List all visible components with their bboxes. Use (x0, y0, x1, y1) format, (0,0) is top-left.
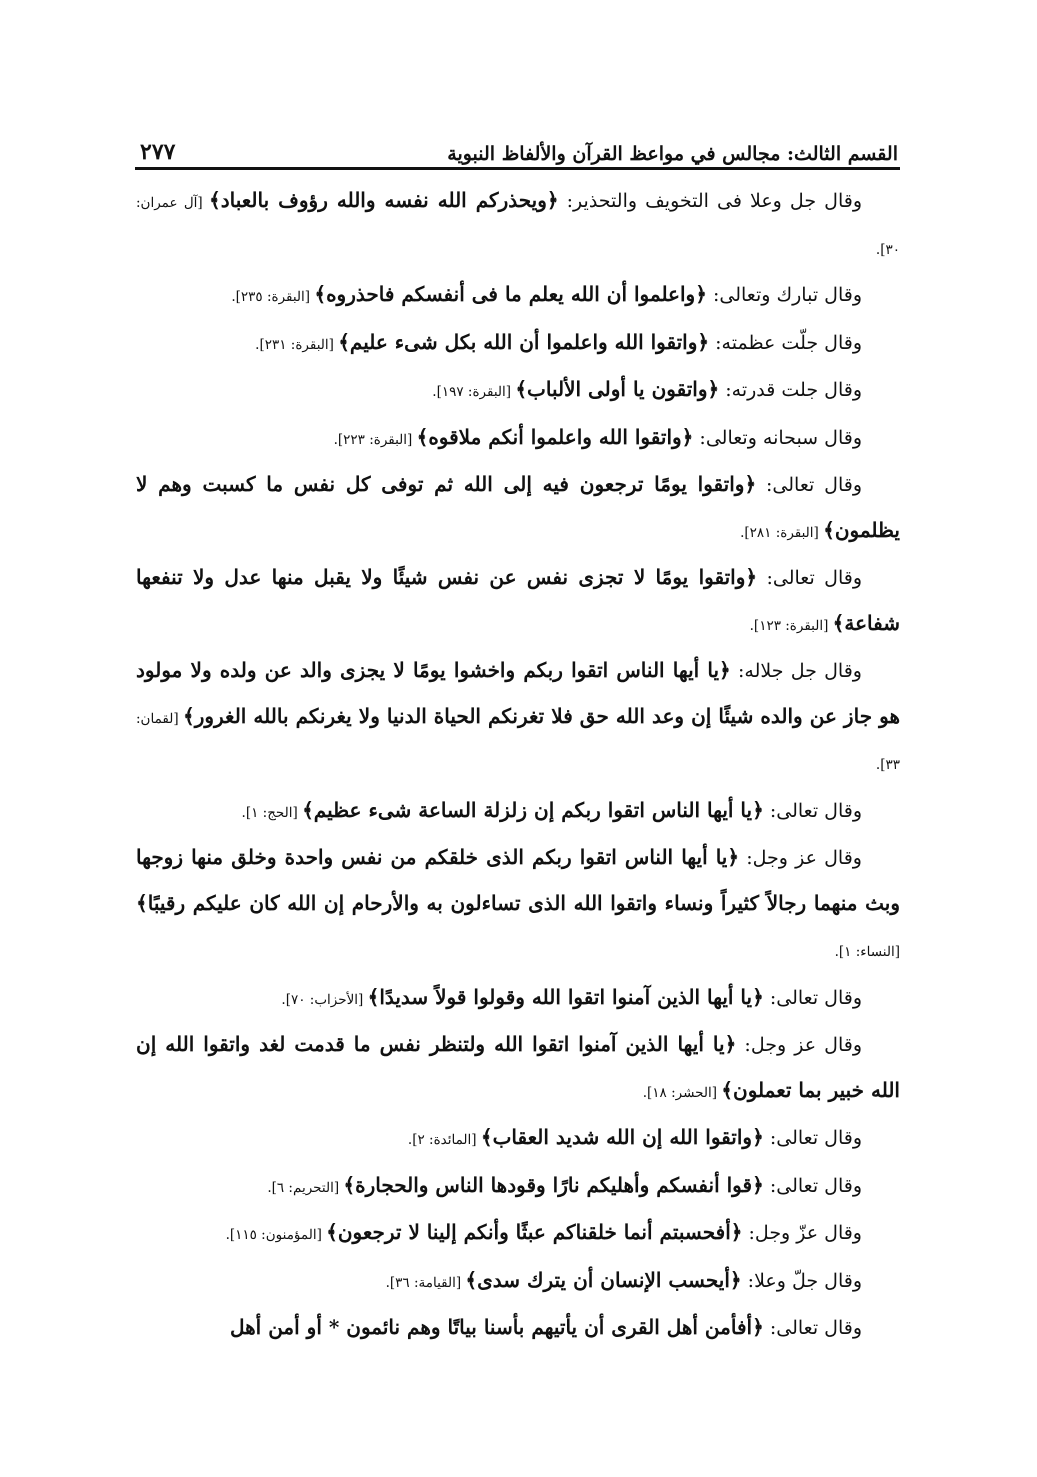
quran-verse: ﴿واعلموا أن الله يعلم ما فى أنفسكم فاحذروه﴾ (314, 282, 707, 306)
verse-reference: [البقرة: ٢٣١]. (255, 336, 339, 353)
paragraph-1 (136, 178, 900, 272)
paragraph-3 (136, 320, 900, 368)
quran-verse: ﴿واتقوا الله واعلموا أنكم ملاقوه﴾ (416, 424, 694, 449)
section-title (447, 143, 898, 165)
paragraph-4 (136, 367, 900, 415)
verse-reference: [الأحزاب: ٧٠]. (281, 991, 368, 1008)
paragraph-15 (136, 1210, 900, 1258)
verse-reference: [البقرة: ٢٨١]. (740, 524, 824, 541)
verse-reference: [المائدة: ٢]. (407, 1132, 481, 1148)
intro-text: وقال عزّ وجل: (742, 1222, 862, 1244)
intro-text: وقال سبحانه وتعالى: (693, 426, 862, 449)
quran-verse: ﴿يا أيها الناس اتقوا ربكم إن زلزلة الساعة شىء عظيم﴾ (302, 797, 764, 822)
verse-reference: [لقمان: ٣٣]. (136, 710, 900, 773)
header-divider (135, 167, 900, 170)
paragraph-9 (136, 788, 900, 836)
quran-verse: ﴿يا أيها الناس اتقوا ربكم الذى خلقكم من نفس واحدة وخلق منها زوجها وبث منهما رجالاً كثيراً ونساء واتقوا الله الذى تساءلون به والأرحام إن الله كان عليكم رقيبًا﴾ (136, 845, 900, 915)
quran-verse: ﴿واتقوا الله إن الله شديد العقاب﴾ (480, 1125, 764, 1149)
quran-verse: ﴿أيحسب الإنسان أن يترك سدى﴾ (465, 1267, 742, 1292)
quran-verse: ﴿أفأمن أهل القرى أن يأتيهم بأسنا بياتًا وهم نائمون * أو أمن أهل (229, 1315, 764, 1339)
intro-text: وقال جلت قدرته: (719, 379, 862, 401)
paragraph-11 (136, 975, 900, 1023)
intro-text: وقال تعالى: (763, 1174, 862, 1197)
paragraph-7 (136, 555, 900, 648)
section-subtitle: مجالس في مواعظ القرآن والألفاظ النبوية (447, 143, 781, 165)
intro-text: وقال جل جلاله: (730, 660, 862, 682)
verse-reference: [التحريم: ٦]. (267, 1179, 344, 1196)
verse-reference: [البقرة: ١٢٣]. (749, 617, 833, 634)
paragraph-17 (136, 1305, 900, 1353)
quran-verse: ﴿قوا أنفسكم وأهليكم نارًا وقودها الناس والحجارة﴾ (343, 1172, 764, 1197)
paragraph-2 (136, 272, 900, 320)
paragraph-10 (136, 835, 900, 975)
quran-verse: ﴿ويحذركم الله نفسه والله رؤوف بالعباد﴾ (209, 188, 559, 212)
verse-reference: [البقرة: ٢٣٥]. (231, 289, 315, 305)
quran-verse: ﴿واتقوا يومًا لا تجزى نفس عن نفس شيئًا ولا يقبل منها عدل ولا تنفعها شفاعة﴾ (136, 565, 900, 635)
paragraph-12 (136, 1022, 900, 1115)
quran-verse: ﴿يا أيها الناس اتقوا ربكم واخشوا يومًا لا يجزى والد عن ولده ولا مولود هو جاز عن والده شيئًا إن وعد الله حق فلا تغرنكم الحياة الدنيا ولا يغرنكم بالله الغرور﴾ (136, 658, 900, 728)
paragraph-8 (136, 648, 900, 788)
verse-reference: [الحج: ١]. (241, 804, 303, 821)
quran-verse: ﴿واتقون يا أولى الألباب﴾ (515, 377, 720, 401)
intro-text: وقال جلّت عظمته: (709, 331, 862, 354)
quran-verse: ﴿واتقوا يومًا ترجعون فيه إلى الله ثم توفى كل نفس ما كسبت وهم لا يظلمون﴾ (136, 472, 900, 542)
intro-text: وقال جل وعلا فى التخويف والتحذير: (558, 190, 862, 212)
verse-reference: [المؤمنون: ١١٥]. (225, 1227, 327, 1243)
paragraph-6 (136, 462, 900, 555)
verse-reference: [النساء: ١]. (834, 944, 900, 960)
intro-text: وقال عز وجل: (739, 847, 862, 869)
verse-reference: [الحشر: ١٨]. (642, 1084, 722, 1101)
verse-reference: [البقرة: ١٩٧]. (432, 384, 516, 400)
verse-reference: [آل عمران: ٣٠]. (136, 195, 900, 258)
page-number: ٢٧٧ (140, 139, 176, 165)
intro-text: وقال جلّ وعلا: (741, 1269, 862, 1292)
quran-verse: ﴿أفحسبتم أنما خلقناكم عبثًا وأنكم إلينا لا ترجعون﴾ (326, 1220, 743, 1244)
quran-verse: ﴿يا أيها الذين آمنوا اتقوا الله ولتنظر نفس ما قدمت لغد واتقوا الله إن الله خبير بما تعملون﴾ (136, 1032, 900, 1102)
verse-reference: [القيامة: ٣٦]. (385, 1274, 466, 1291)
intro-text: وقال تعالى: (763, 1317, 862, 1339)
paragraph-5 (136, 415, 900, 463)
paragraph-13 (136, 1115, 900, 1163)
quran-verse: ﴿واتقوا الله واعلموا أن الله بكل شىء عليم﴾ (338, 329, 710, 354)
running-header (140, 127, 898, 165)
page-body (136, 178, 900, 1353)
paragraph-16 (136, 1258, 900, 1306)
intro-text: وقال عز وجل: (736, 1034, 862, 1056)
quran-verse: ﴿يا أيها الذين آمنوا اتقوا الله وقولوا قولاً سديدًا﴾ (367, 984, 764, 1009)
verse-reference: [البقرة: ٢٢٣]. (333, 431, 417, 448)
section-label: القسم الثالث: (787, 143, 898, 165)
intro-text: وقال تعالى: (763, 799, 862, 822)
intro-text: وقال تعالى: (763, 986, 862, 1009)
intro-text: وقال تعالى: (757, 567, 862, 589)
intro-text: وقال تعالى: (756, 474, 862, 496)
intro-text: وقال تبارك وتعالى: (706, 284, 862, 306)
paragraph-14 (136, 1163, 900, 1211)
intro-text: وقال تعالى: (763, 1127, 862, 1149)
